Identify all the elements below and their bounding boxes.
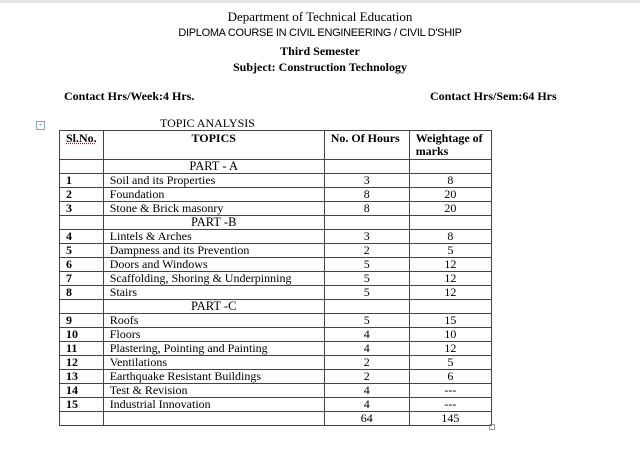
hours-cell: 4 <box>324 398 409 412</box>
table-row <box>60 272 492 286</box>
table-row <box>60 398 492 412</box>
slno-cell: 14 <box>60 384 104 398</box>
doc-title-department: Department of Technical Education <box>227 9 413 24</box>
table-row <box>60 384 492 398</box>
table-row <box>60 202 492 216</box>
topic-cell: Stone & Brick masonry <box>103 202 324 216</box>
slno-cell: 3 <box>60 202 104 216</box>
table-row <box>60 230 492 244</box>
hours-cell: 5 <box>324 258 409 272</box>
slno-cell: 8 <box>60 286 104 300</box>
slno-cell: 2 <box>60 188 104 202</box>
hours-cell: 5 <box>324 314 409 328</box>
hours-cell: 2 <box>324 244 409 258</box>
doc-title-subject: Subject: Construction Technology <box>232 60 408 74</box>
part-heading: PART - A <box>103 160 324 174</box>
marks-cell: 5 <box>409 356 491 370</box>
slno-cell: 13 <box>60 370 104 384</box>
topic-cell: Stairs <box>103 286 324 300</box>
table-row <box>60 314 492 328</box>
marks-cell: 12 <box>409 342 491 356</box>
slno-cell: 4 <box>60 230 104 244</box>
table-row <box>60 174 492 188</box>
hours-cell: 2 <box>324 370 409 384</box>
empty-cell <box>60 300 104 314</box>
marks-cell: 15 <box>409 314 491 328</box>
slno-cell: 1 <box>60 174 104 188</box>
table-title: TOPIC ANALYSIS <box>160 116 255 130</box>
topic-cell: Foundation <box>103 188 324 202</box>
table-row <box>60 286 492 300</box>
marks-cell: 12 <box>409 272 491 286</box>
col-header-weightage: Weightage of marks <box>409 131 491 160</box>
slno-cell: 12 <box>60 356 104 370</box>
empty-cell <box>60 412 104 426</box>
marks-cell: --- <box>409 384 491 398</box>
marks-cell: --- <box>409 398 491 412</box>
marks-cell: 10 <box>409 328 491 342</box>
table-row <box>60 188 492 202</box>
topic-cell: Ventilations <box>103 356 324 370</box>
empty-cell <box>409 300 491 314</box>
col-header-topics: TOPICS <box>103 131 324 160</box>
table-row <box>60 356 492 370</box>
hours-cell: 4 <box>324 384 409 398</box>
empty-cell <box>324 300 409 314</box>
topic-cell: Plastering, Pointing and Painting <box>103 342 324 356</box>
doc-title-course: DIPLOMA COURSE IN CIVIL ENGINEERING / CIVIL D'SHIP <box>178 27 462 39</box>
col-header-slno: Sl.No. <box>66 131 97 145</box>
marks-cell: 8 <box>409 174 491 188</box>
hours-cell: 2 <box>324 356 409 370</box>
topic-cell: Test & Revision <box>103 384 324 398</box>
hours-cell: 4 <box>324 328 409 342</box>
doc-title-semester: Third Semester <box>280 44 360 58</box>
slno-cell: 7 <box>60 272 104 286</box>
part-row <box>60 160 492 174</box>
hours-cell: 5 <box>324 272 409 286</box>
marks-cell: 5 <box>409 244 491 258</box>
topic-cell: Doors and Windows <box>103 258 324 272</box>
table-move-handle-icon[interactable]: + <box>36 121 45 130</box>
window-top-border <box>0 0 640 3</box>
hours-cell: 5 <box>324 286 409 300</box>
topic-cell: Dampness and its Prevention <box>103 244 324 258</box>
topic-cell: Floors <box>103 328 324 342</box>
topic-analysis-table <box>59 130 492 426</box>
hours-cell: 8 <box>324 188 409 202</box>
table-row <box>60 370 492 384</box>
hours-cell: 3 <box>324 174 409 188</box>
marks-cell: 20 <box>409 188 491 202</box>
topic-cell: Industrial Innovation <box>103 398 324 412</box>
contact-hours-week: Contact Hrs/Week:4 Hrs. <box>64 89 195 103</box>
totals-row <box>60 412 492 426</box>
empty-cell <box>324 160 409 174</box>
marks-cell: 12 <box>409 286 491 300</box>
empty-cell <box>103 412 324 426</box>
marks-cell: 6 <box>409 370 491 384</box>
table-resize-handle[interactable] <box>489 424 495 430</box>
topic-cell: Earthquake Resistant Buildings <box>103 370 324 384</box>
table-row <box>60 244 492 258</box>
part-heading: PART -B <box>103 216 324 230</box>
slno-cell: 9 <box>60 314 104 328</box>
table-row <box>60 342 492 356</box>
topic-cell: Soil and its Properties <box>103 174 324 188</box>
marks-cell: 20 <box>409 202 491 216</box>
marks-cell: 12 <box>409 258 491 272</box>
marks-cell: 8 <box>409 230 491 244</box>
total-hours-cell: 64 <box>324 412 409 426</box>
table-header-row <box>60 131 492 160</box>
topic-cell: Roofs <box>103 314 324 328</box>
total-marks-cell: 145 <box>409 412 491 426</box>
table-row <box>60 328 492 342</box>
empty-cell <box>60 160 104 174</box>
part-row <box>60 300 492 314</box>
table-row <box>60 258 492 272</box>
topic-cell: Lintels & Arches <box>103 230 324 244</box>
part-heading: PART -C <box>103 300 324 314</box>
topic-cell: Scaffolding, Shoring & Underpinning <box>103 272 324 286</box>
part-row <box>60 216 492 230</box>
empty-cell <box>409 160 491 174</box>
slno-cell: 6 <box>60 258 104 272</box>
hours-cell: 8 <box>324 202 409 216</box>
hours-cell: 3 <box>324 230 409 244</box>
slno-cell: 5 <box>60 244 104 258</box>
slno-cell: 10 <box>60 328 104 342</box>
empty-cell <box>324 216 409 230</box>
slno-cell: 15 <box>60 398 104 412</box>
col-header-hours: No. Of Hours <box>324 131 409 160</box>
empty-cell <box>60 216 104 230</box>
hours-cell: 4 <box>324 342 409 356</box>
contact-hours-sem: Contact Hrs/Sem:64 Hrs <box>430 89 557 103</box>
slno-cell: 11 <box>60 342 104 356</box>
empty-cell <box>409 216 491 230</box>
